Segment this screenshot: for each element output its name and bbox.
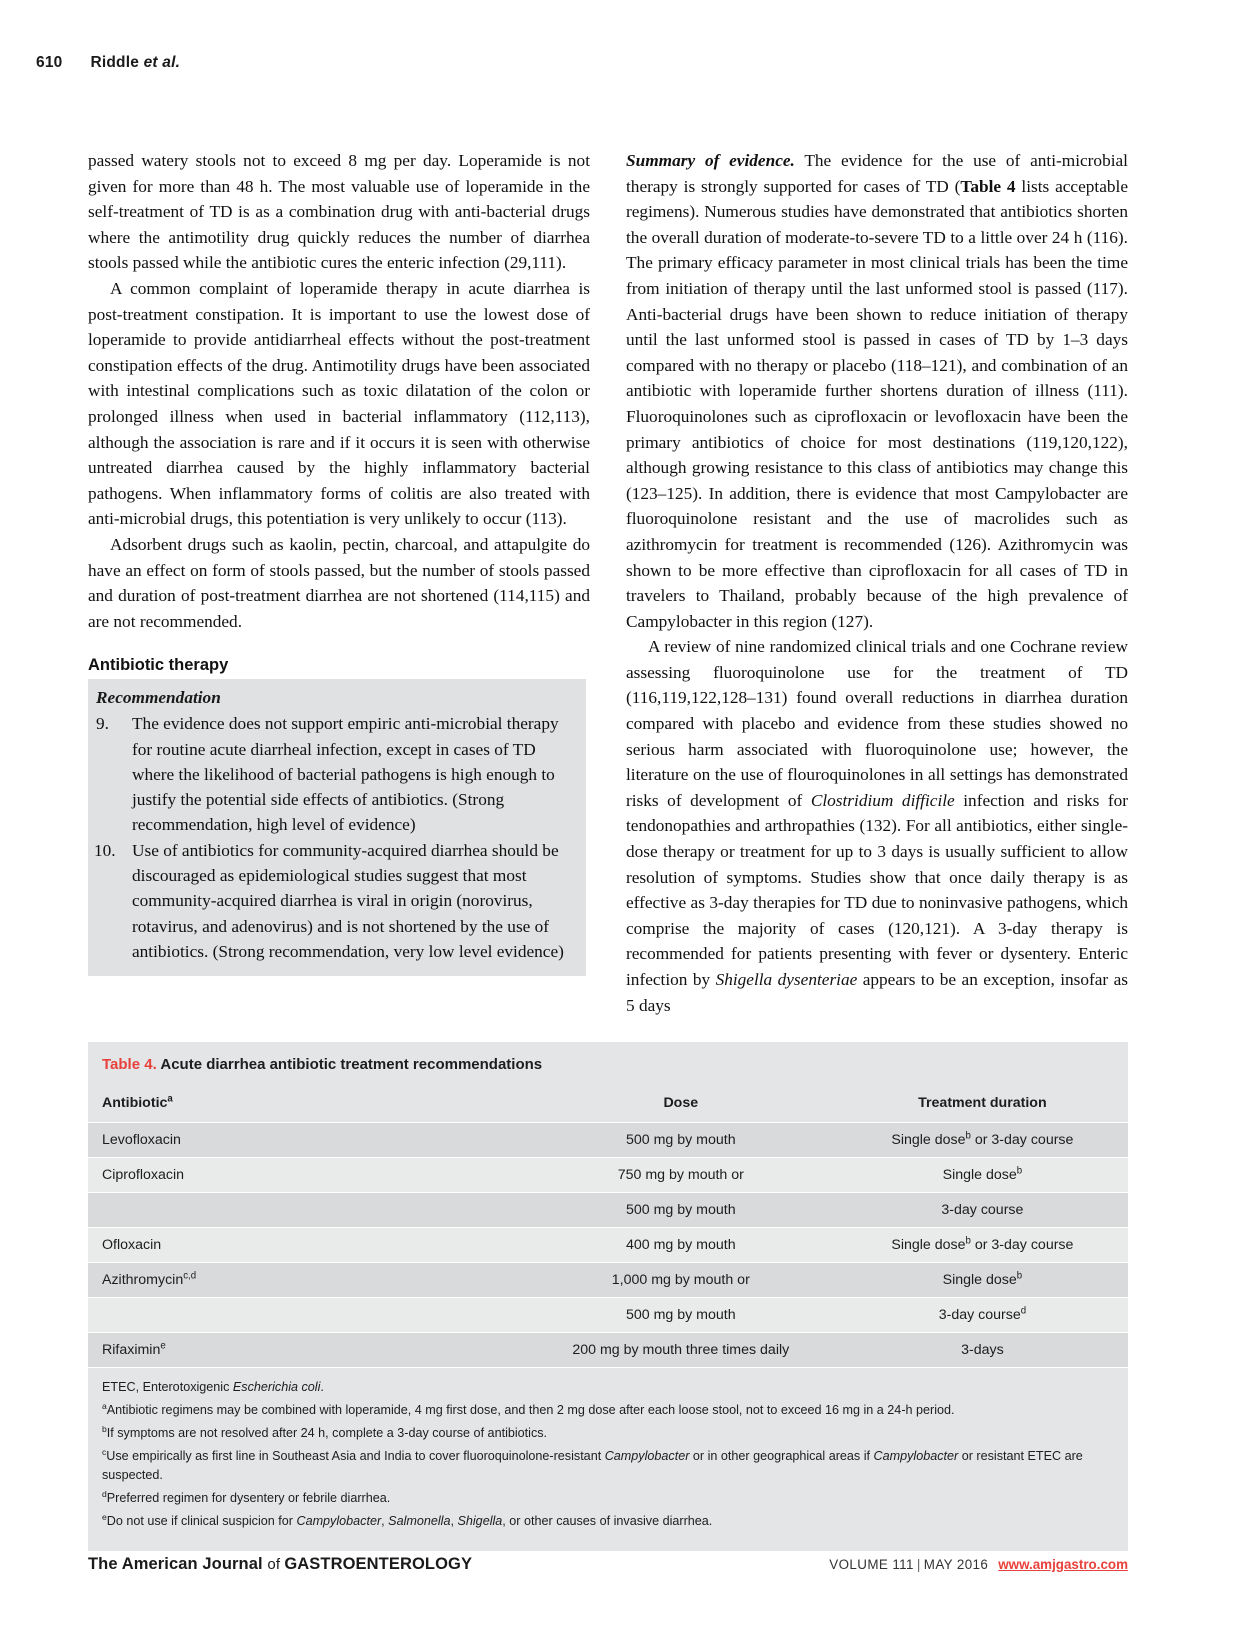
footnote: [102, 1401, 1114, 1420]
running-head: [36, 54, 180, 72]
table-row: [88, 1263, 1128, 1298]
list-item-text: The evidence does not support empiric anti-microbial therapy for routine acute diarrheal infection, except in cases of TD where the likelihood of bacterial pathogens is high enough to justify the potential side effects of antibiotics. (Strong recommendation, high level of evidence): [132, 714, 559, 835]
cell-superscript: b: [1016, 1165, 1023, 1177]
footnote-marker: a: [102, 1400, 107, 1411]
cell-superscript: b: [965, 1130, 971, 1142]
cell-superscript: b: [1016, 1270, 1023, 1282]
footnote-marker: e: [102, 1511, 107, 1522]
journal-url-link[interactable]: www.amjgastro.com: [998, 1557, 1128, 1572]
footnote-text: Preferred regimen for dysentery or febrile diarrhea.: [106, 1491, 391, 1505]
footnote-marker: d: [102, 1488, 107, 1499]
organism-shigella-dysenteriae: Shigella dysenteriae: [715, 970, 858, 989]
footnote-italic-term: Salmonella: [388, 1514, 451, 1528]
table-body: [88, 1085, 1128, 1368]
review-text-mid: infection and risks for tendonopathies and arthropathies (132). For all antibiotics, either single-dose therapy or treatment for up to 3 days is usually sufficient to allow resolution of symptoms. Studies show that once daily therapy is as effective as 3-day therapies for TD due to noninvasive pathogens, which comprise the majority of cases (120,121). A 3-day therapy is recommended for patients presenting with fever or dysentery. Enteric infection by: [626, 790, 1128, 989]
footnote-italic-term: Campylobacter: [873, 1449, 959, 1463]
cell-antibiotic: Ciprofloxacin: [88, 1158, 525, 1193]
summary-lead-in: Summary of evidence.: [626, 151, 795, 170]
footnote-text: Use empirically as first line in Southeast Asia and India to cover fluoroquinolone-resistant: [106, 1449, 605, 1463]
cell-antibiotic: Rifaximin$^e$: [88, 1333, 525, 1368]
issue-info: [829, 1557, 1128, 1572]
footnote: [102, 1424, 1114, 1443]
list-item: [96, 711, 576, 837]
review-text-pre: A review of nine randomized clinical trials and one Cochrane review assessing fluoroquinolone use for the treatment of TD (116,119,122,128–131) found overall reductions in diarrhea duration compared with placebo and evidence from these studies showed no serious harm associated with fluoroquinolone use; however, the literature on the use of flouroquinolones in all settings has demonstrated risks of development of: [626, 637, 1128, 810]
table-cross-reference: Table 4: [960, 176, 1016, 196]
table-row: [88, 1193, 1128, 1228]
recommendation-box: [88, 679, 586, 976]
column-header-superscript: a: [167, 1093, 173, 1105]
cell-treatment-duration: 3-day course$^d$: [837, 1298, 1128, 1333]
column-header-treatment-duration: Treatment duration: [837, 1085, 1128, 1123]
cell-dose: 750 mg by mouth or: [525, 1158, 837, 1193]
cell-dose: 500 mg by mouth: [525, 1298, 837, 1333]
table-row: [88, 1298, 1128, 1333]
footnote-marker: b: [102, 1423, 107, 1434]
footnote-text: ,: [450, 1514, 458, 1528]
running-head-authors: [90, 54, 180, 71]
paragraph-review: [626, 634, 1128, 1018]
footnote: [102, 1489, 1114, 1508]
table-row: [88, 1333, 1128, 1368]
footnote: [102, 1447, 1114, 1485]
table-title: Acute diarrhea antibiotic treatment recommendations: [160, 1056, 543, 1073]
cell-dose: 200 mg by mouth three times daily: [525, 1333, 837, 1368]
table-caption: [88, 1042, 1128, 1085]
cell-antibiotic: [88, 1298, 525, 1333]
journal-name: [88, 1555, 472, 1574]
organism-clostridium-difficile: Clostridium difficile: [810, 790, 955, 810]
cell-antibiotic: Levofloxacin: [88, 1123, 525, 1158]
issue-date: MAY 2016: [923, 1557, 989, 1572]
table-row: [88, 1123, 1128, 1158]
cell-antibiotic: [88, 1193, 525, 1228]
paragraph-summary-of-evidence: [626, 148, 1128, 634]
footnote-text: ,: [381, 1514, 389, 1528]
table-footnotes: [88, 1368, 1128, 1551]
footnote-text: ETEC, Enterotoxigenic: [102, 1380, 233, 1394]
footnote-italic-term: Shigella: [457, 1514, 503, 1528]
footnote-italic-term: Campylobacter: [604, 1449, 690, 1463]
summary-text-pre: The evidence for the use of anti-microbial therapy is strongly supported for cases of TD (: [626, 151, 1128, 196]
footnote-text: Do not use if clinical suspicion for: [106, 1514, 297, 1528]
footnote-italic-term: Campylobacter: [296, 1514, 382, 1528]
volume-label: VOLUME 111: [829, 1557, 914, 1572]
journal-name-of: of: [267, 1556, 285, 1573]
cell-dose: 400 mg by mouth: [525, 1228, 837, 1263]
table-header-row: [88, 1085, 1128, 1123]
table-rows-container: [88, 1123, 1128, 1368]
author-name: Riddle: [90, 54, 140, 71]
right-column: [626, 148, 1128, 1018]
recommendation-title: Recommendation: [96, 688, 221, 708]
table-label: Table 4.: [102, 1056, 157, 1073]
table-row: [88, 1158, 1128, 1193]
recommendation-list: [92, 711, 576, 964]
footnote-text: or resistant ETEC are suspected.: [102, 1449, 1083, 1482]
cell-treatment-duration: 3-days: [837, 1333, 1128, 1368]
section-heading-antibiotic-therapy: Antibiotic therapy: [88, 656, 229, 675]
footnote-text: .: [320, 1380, 324, 1394]
journal-name-pre: The American Journal: [88, 1555, 268, 1573]
footnote-text: If symptoms are not resolved after 24 h, complete a 3-day course of antibiotics.: [106, 1426, 548, 1440]
cell-dose: 500 mg by mouth: [525, 1123, 837, 1158]
footnote-text: , or other causes of invasive diarrhea.: [502, 1514, 713, 1528]
table-4: [88, 1042, 1128, 1551]
list-item-text: Use of antibiotics for community-acquired diarrhea should be discouraged as epidemiological studies suggest that most community-acquired diarrhea is viral in origin (norovirus, rotavirus, and adenovirus) and is not shortened by the use of antibiotics. (Strong recommendation, very low level evidence): [132, 840, 564, 961]
cell-antibiotic: Ofloxacin: [88, 1228, 525, 1263]
page-footer: [88, 1555, 1128, 1574]
cell-superscript: d: [1020, 1305, 1027, 1317]
table-head: [88, 1085, 1128, 1123]
column-header-label: Antibiotic: [102, 1095, 168, 1111]
column-header-antibiotic: [88, 1085, 525, 1123]
body-columns: [88, 148, 1128, 1018]
cell-antibiotic: Azithromycin$^{c,d}$: [88, 1263, 525, 1298]
cell-dose: 500 mg by mouth: [525, 1193, 837, 1228]
left-column: [88, 148, 590, 1018]
cell-treatment-duration: Single dose$^b$ or 3-day course: [837, 1123, 1128, 1158]
cell-treatment-duration: 3-day course: [837, 1193, 1128, 1228]
summary-text-post: lists acceptable regimens). Numerous studies have demonstrated that antibiotics shorten the overall duration of moderate-to-severe TD to a little over 24 h (116). The primary efficacy parameter in most clinical trials has been the time from initiation of therapy until the last unformed stool is passed (117). Anti-bacterial drugs have been shown to reduce initiation of therapy until the last unformed stool is passed in cases of TD by 1–3 days compared with no therapy or placebo (118–121), and combination of an antibiotic with loperamide further shortens duration of illness (111). Fluoroquinolones such as ciprofloxacin or levofloxacin have been the primary antibiotics of choice for most destinations (119,120,122), although growing resistance to this class of antibiotics may change this (123–125). In addition, there is evidence that most Campylobacter are fluoroquinolone resistant and the use of macrolides such as azithromycin for treatment is recommended (126). Azithromycin was shown to be more effective than ciprofloxacin for all cases of TD in travelers to Thailand, probably because of the high prevalence of Campylobacter in this region (127).: [626, 176, 1128, 631]
cell-treatment-duration: Single dose$^b$ or 3-day course: [837, 1228, 1128, 1263]
list-item-number: 10.: [94, 840, 116, 860]
page-number: 610: [36, 54, 63, 71]
cell-treatment-duration: Single dose$^b$: [837, 1158, 1128, 1193]
author-etal: et al.: [143, 54, 181, 71]
footnote-marker: c: [102, 1446, 107, 1457]
table-row: [88, 1228, 1128, 1263]
paragraph: Adsorbent drugs such as kaolin, pectin, charcoal, and attapulgite do have an effect on form of stools passed, but the number of stools passed and duration of post-treatment diarrhea are not shortened (114,115) and are not recommended.: [88, 534, 590, 631]
footnote-italic-term: Escherichia coli: [232, 1380, 321, 1394]
cell-treatment-duration: Single dose$^b$: [837, 1263, 1128, 1298]
cell-dose: 1,000 mg by mouth or: [525, 1263, 837, 1298]
journal-name-post: GASTROENTEROLOGY: [284, 1555, 473, 1573]
footnote: [102, 1512, 1114, 1531]
separator: |: [916, 1557, 921, 1572]
cell-superscript: b: [965, 1235, 971, 1247]
cell-superscript: e: [160, 1340, 166, 1352]
paragraph: A common complaint of loperamide therapy in acute diarrhea is post-treatment constipation. It is important to use the lowest dose of loperamide to provide antidiarrheal effects without the post-treatment constipation effects of the drug. Antimotility drugs have been associated with intestinal complications such as toxic dilatation of the colon or prolonged illness when used in bacterial inflammatory (112,113), although the association is rare and if it occurs it is seen with otherwise untreated diarrhea caused by the highly inflammatory bacterial pathogens. When inflammatory forms of colitis are also treated with anti-microbial drugs, this potentiation is very unlikely to occur (113).: [88, 278, 590, 529]
footnote-text: Antibiotic regimens may be combined with loperamide, 4 mg first dose, and then 2 mg dose after each loose stool, not to exceed 16 mg in a 24-h period.: [106, 1403, 955, 1417]
list-item: [96, 838, 576, 964]
cell-superscript: c,d: [183, 1270, 197, 1282]
footnote: [102, 1378, 1114, 1397]
column-header-dose: Dose: [525, 1085, 837, 1123]
list-item-number: 9.: [96, 714, 109, 734]
review-text-post: appears to be an exception, insofar as 5 days: [626, 970, 1128, 1015]
paragraph: passed watery stools not to exceed 8 mg per day. Loperamide is not given for more than 48 h. The most valuable use of loperamide in the self-treatment of TD is as a combination drug with anti-bacterial drugs where the antimotility drug quickly reduces the number of diarrhea stools passed while the antibiotic cures the enteric infection (29,111).: [88, 151, 590, 273]
footnote-text: or in other geographical areas if: [689, 1449, 874, 1463]
